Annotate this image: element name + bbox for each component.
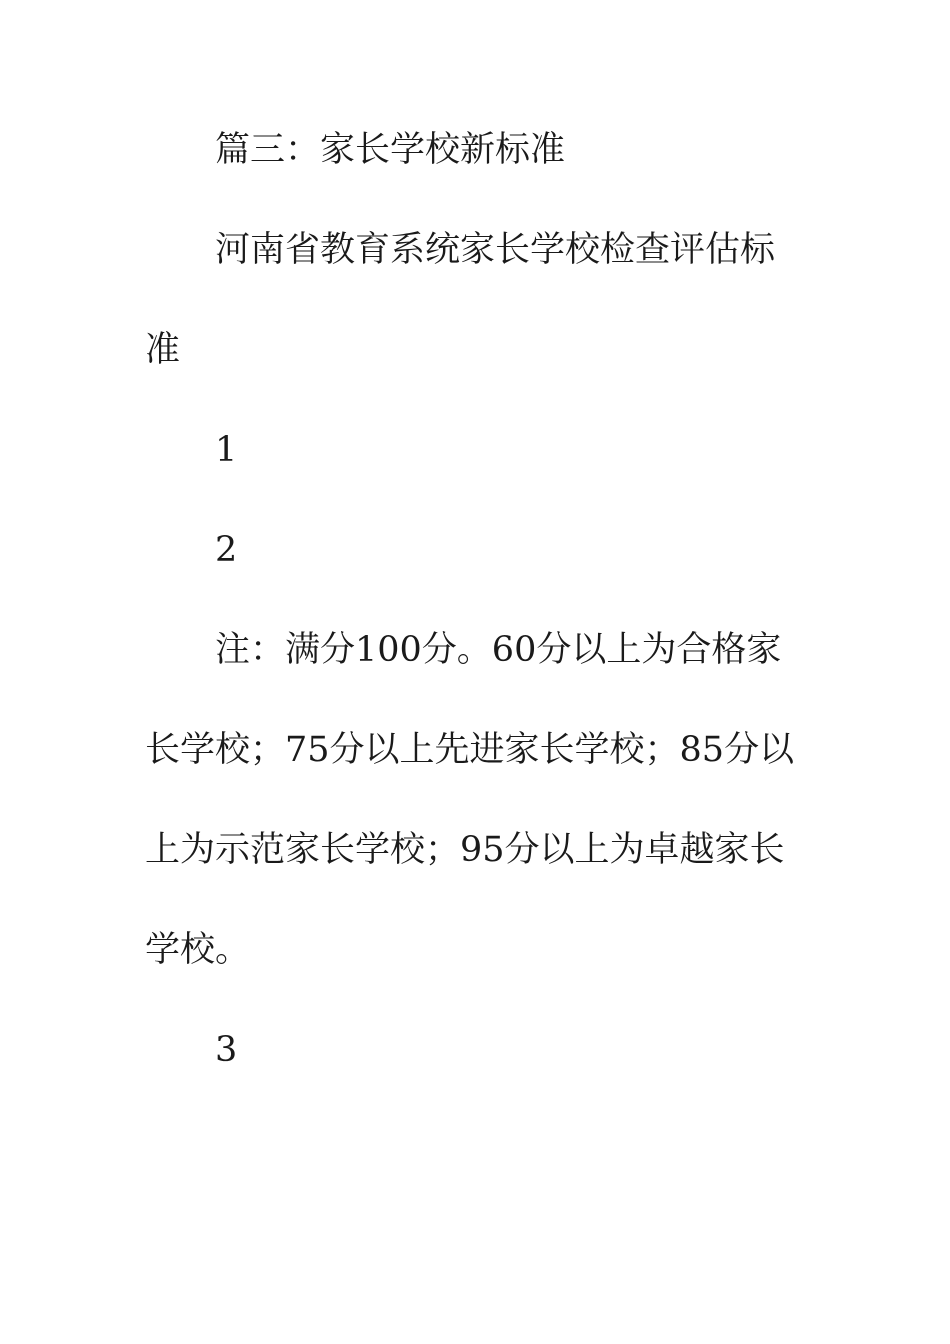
document-body: [145, 100, 805, 1100]
scoring-note: 注：满分100分。60分以上为合格家长学校；75分以上先进家长学校；85分以上为示范家长学校；95分以上为卓越家长学校。: [145, 630, 795, 970]
item-number-1: 1: [215, 430, 238, 470]
document-title: 河南省教育系统家长学校检查评估标准: [145, 230, 776, 370]
section-heading: 篇三：家长学校新标准: [215, 130, 566, 170]
item-number-3: 3: [215, 1030, 238, 1070]
item-number-2: 2: [215, 530, 238, 570]
